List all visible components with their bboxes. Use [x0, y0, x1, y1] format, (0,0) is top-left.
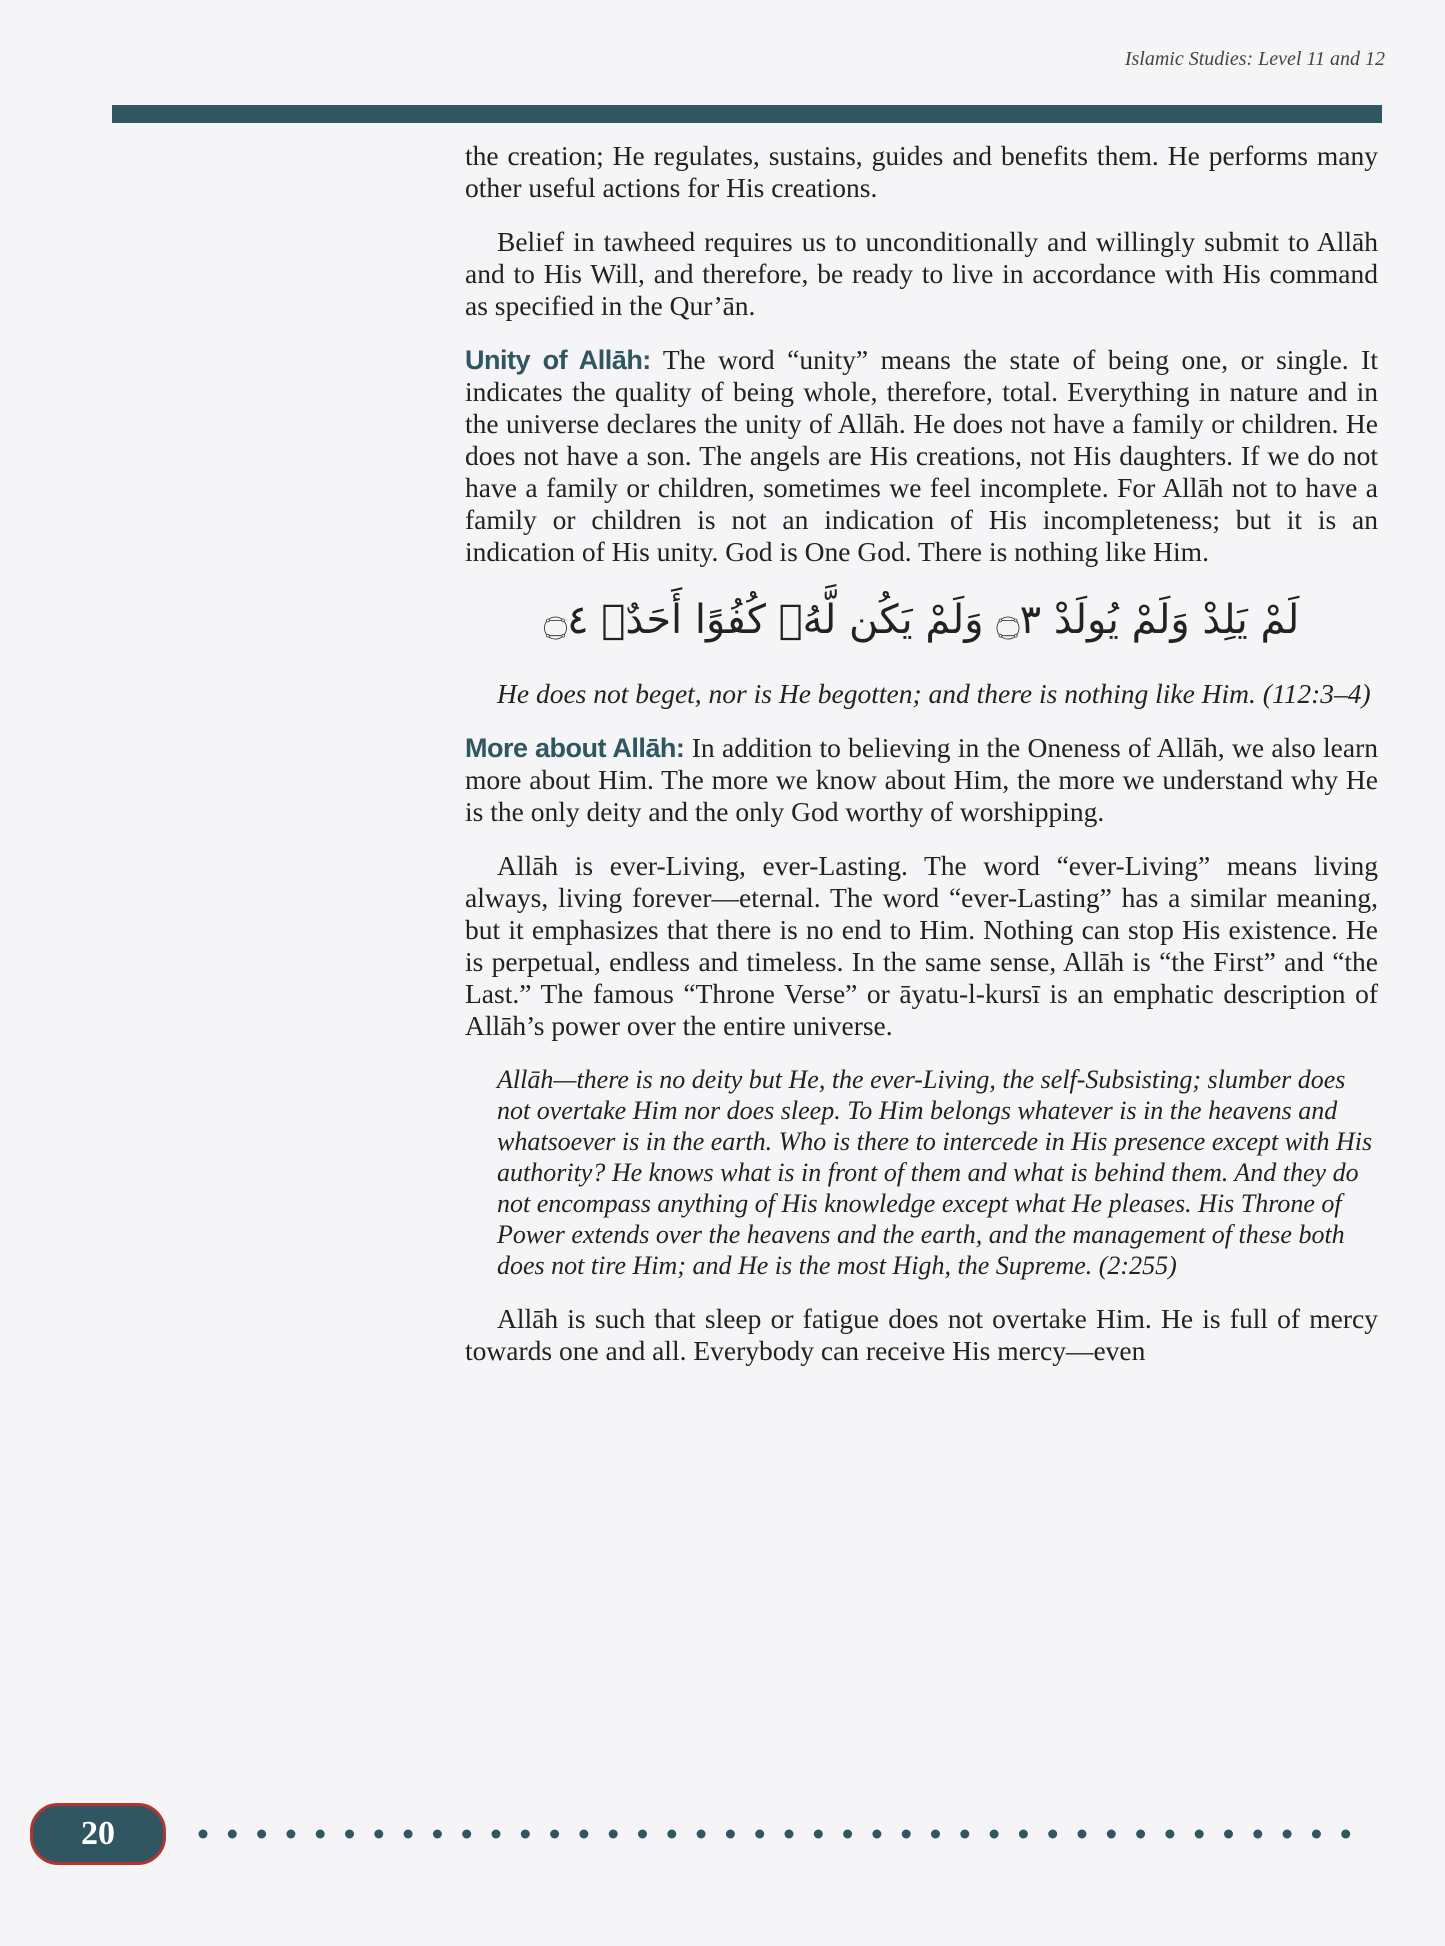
unity-text: The word “unity” means the state of being one, or single. It indicates the quality of being whole, therefore, total. Everything in nature and in the universe declares the unity of Allāh. He does not have a family or children. He does not have a son. The angels are His creations, not His daughters. If we do not have a family or children, sometimes we feel incomplete. For Allāh not to have a family or children is not an indication of His incompleteness; but it is an indication of His unity. God is One God. There is nothing like Him.	[465, 344, 1378, 567]
footer-dot-line	[195, 1816, 1365, 1852]
footer-dot	[667, 1830, 676, 1839]
paragraph-more-about	[465, 732, 1378, 828]
footer-dot	[1078, 1830, 1087, 1839]
footer-dot	[1283, 1830, 1292, 1839]
footer-dot	[374, 1830, 383, 1839]
paragraph-creation: the creation; He regulates, sustains, guides and benefits them. He performs many other useful actions for His creations.	[465, 140, 1378, 203]
footer-dot	[286, 1830, 295, 1839]
footer-dot	[931, 1830, 940, 1839]
footer-dot	[257, 1830, 266, 1839]
section-heading-unity: Unity of Allāh:	[465, 345, 651, 375]
footer-dot	[228, 1830, 237, 1839]
section-heading-more-about: More about Allāh:	[465, 733, 685, 763]
footer-dot	[433, 1830, 442, 1839]
verse-translation: He does not beget, nor is He begotten; and there is nothing like Him. (112:3–4)	[497, 678, 1371, 709]
paragraph-mercy: Allāh is such that sleep or fatigue does not overtake Him. He is full of mercy towards one and all. Everybody can receive His mercy—even	[465, 1303, 1378, 1366]
footer-dot	[902, 1830, 911, 1839]
arabic-verse: لَمْ يَلِدْ وَلَمْ يُولَدْ ۝٣ وَلَمْ يَكُن لَّهُۥ كُفُوًا أَحَدٌۢ ۝٤	[543, 597, 1300, 643]
footer-dot	[1224, 1830, 1233, 1839]
footer-dot	[609, 1830, 618, 1839]
throne-verse-quote: Allāh—there is no deity but He, the ever-Living, the self-Subsisting; slumber does not overtake Him nor does sleep. To Him belongs whatever is in the heavens and whatsoever is in the earth. Who is there to intercede in His presence except with His authority? He knows what is in front of them and what is behind them. And they do not encompass anything of His knowledge except what He pleases. His Throne of Power extends over the heavens and the earth, and the management of these both does not tire Him; and He is the most High, the Supreme. (2:255)	[497, 1065, 1373, 1280]
footer-dot	[1195, 1830, 1204, 1839]
footer-dot	[755, 1830, 764, 1839]
footer-dot	[1165, 1830, 1174, 1839]
footer-dot	[990, 1830, 999, 1839]
footer-dot	[872, 1830, 881, 1839]
paragraph-unity	[465, 344, 1378, 568]
footer-dot	[199, 1830, 208, 1839]
footer-dot	[1341, 1830, 1350, 1839]
page-number: 20	[30, 1803, 166, 1865]
header-bar	[112, 105, 1382, 123]
more-about-text: In addition to believing in the Oneness of Allāh, we also learn more about Him. The more we know about Him, the more we understand why He is the only deity and the only God worthy of worshipping.	[465, 732, 1379, 827]
paragraph-tawheed: Belief in tawheed requires us to unconditionally and willingly submit to Allāh and to His Will, and therefore, be ready to live in accordance with His command as specified in the Qur’ān.	[465, 226, 1378, 321]
footer-dot	[1136, 1830, 1145, 1839]
footer-dot	[697, 1830, 706, 1839]
footer-dot	[785, 1830, 794, 1839]
footer-dot	[1107, 1830, 1116, 1839]
paragraph-ever-living: Allāh is ever-Living, ever-Lasting. The word “ever-Living” means living always, living forever—eternal. The word “ever-Lasting” has a similar meaning, but it emphasizes that there is no end to Him. Nothing can stop His existence. He is perpetual, endless and timeless. In the same sense, Allāh is “the First” and “the Last.” The famous “Throne Verse” or āyatu-l-kursī is an emphatic description of Allāh’s power over the entire universe.	[465, 850, 1378, 1041]
footer-dot	[843, 1830, 852, 1839]
footer-dot	[638, 1830, 647, 1839]
footer-dot	[316, 1830, 325, 1839]
page-body	[465, 140, 1378, 1389]
footer-dot	[462, 1830, 471, 1839]
footer-dot	[1019, 1830, 1028, 1839]
footer-dot	[1048, 1830, 1057, 1839]
footer-dot	[404, 1830, 413, 1839]
footer-dot	[1312, 1830, 1321, 1839]
footer-dot	[550, 1830, 559, 1839]
footer-dot	[1253, 1830, 1262, 1839]
footer-dot	[492, 1830, 501, 1839]
footer-dot	[521, 1830, 530, 1839]
footer-dot	[960, 1830, 969, 1839]
footer-dot	[814, 1830, 823, 1839]
footer-dot	[726, 1830, 735, 1839]
footer-dot	[579, 1830, 588, 1839]
footer-dot	[345, 1830, 354, 1839]
running-header: Islamic Studies: Level 11 and 12	[1124, 48, 1385, 70]
